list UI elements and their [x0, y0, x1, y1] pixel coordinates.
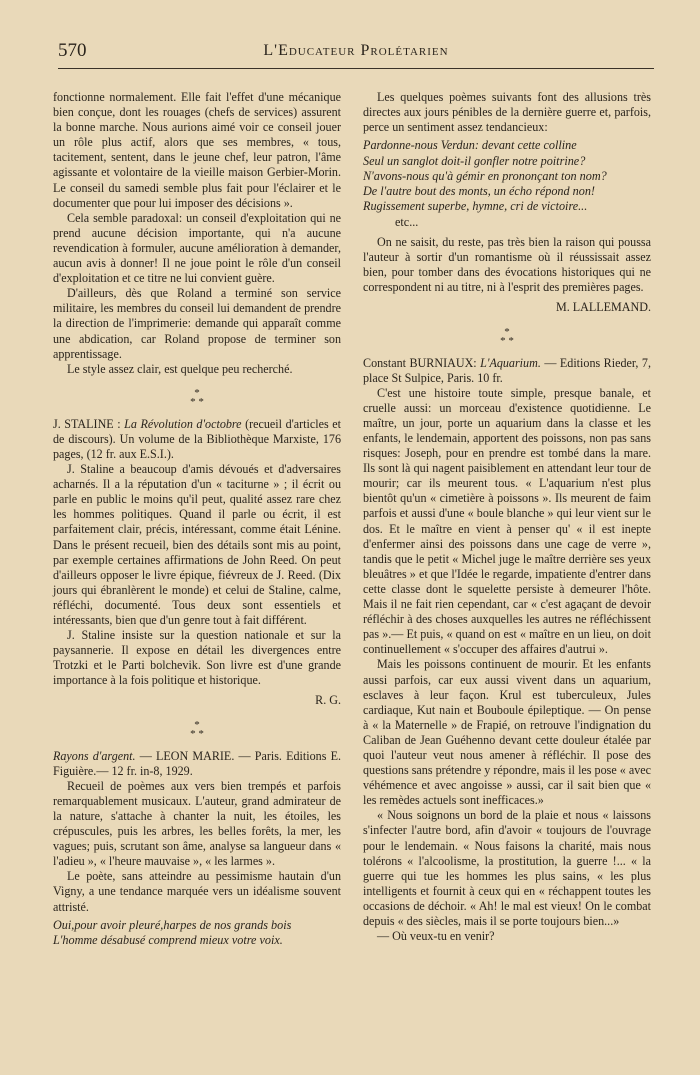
verse-line: Seul un sanglot doit-il gonfler notre poitrine? — [363, 153, 586, 168]
paragraph: Mais les poissons continuent de mourir. Et les enfants aussi parfois, car eux aussi vivent dans un aquarium, esclaves à leur façon. Krul est tuberculeux, Jules cardiaque, Kut nain et Bouboule épileptique. — On pense à « la Maternelle » de Frapié, on retrouve l'indignation du Caliban de Jean Guéhenno devant cette douleur étalée par quoi l'auteur veut nous amener à réfléchir. Il pose des questions sans prétendre y répondre, mais il les pose « avec véhémence et avec angoisse » aussi, car il sait bien que « les remèdes actuels sont inefficaces.» — [363, 657, 651, 808]
paragraph: « Nous soignons un bord de la plaie et nous « laissons s'infecter l'autre bord, afin d'avoir « toujours de l'ouvrage pour le lendemain. « Nous faisons la charité, mais nous tolérons « l'alcoolisme, la prostitution, la guerre !... « la guerre qui tue les hommes les plus sains, « les plus intelligents et fournit à ceux qui en « réchappent toutes les occasions de déchoir. « Ah! le mal est vieux! On le combat depuis « des siècles, mais il se porte toujours bien...» — [363, 808, 651, 928]
review-signature: M. LALLEMAND. — [555, 300, 651, 315]
paragraph: Les quelques poèmes suivants font des allusions très directes aux jours pénibles de la dernière guerre et, parfois, perce un sentiment assez tendancieux: — [363, 90, 651, 135]
review-book-title: Rayons d'argent. — [53, 748, 136, 763]
review-heading-rayons — [53, 749, 341, 779]
page-header — [58, 36, 654, 69]
paragraph: Recueil de poèmes aux vers bien trempés et parfois remarquablement musicaux. L'auteur, grand admirateur de la nature, s'attache à chanter la nuit, les étoiles, les crépuscules, puis les arbres, les belles forêts, la mer, les vagues; puis, scrutant son âme, analyse sa langueur dans « l'adieu », « l'heure mauvaise », « les larmes ». — [53, 778, 341, 869]
review-author: Constant BURNIAUX: — [363, 355, 477, 370]
section-separator: * * * — [190, 386, 204, 408]
left-column — [53, 90, 341, 953]
verse-line: N'avons-nous qu'à gémir en prononçant ton nom? — [363, 168, 607, 183]
review-author: J. STALINE : — [53, 416, 121, 431]
section-separator: * * * — [190, 718, 204, 740]
paragraph: D'ailleurs, dès que Roland a terminé son service militaire, les membres du conseil lui demandent de prendre la direction de l'imprimerie: demande qui apparaît comme une abdication, car Roland propose de terminer son apprentissage. — [53, 286, 341, 361]
paragraph: Cela semble paradoxal: un conseil d'exploitation qui ne prend aucune décision importante, qui n'a aucune revendication à formuler, aucune amélioration à demander, aucun avis à donner! Il ne joue point le rôle d'un conseil d'exploitation et ce titre ne lui convient guère. — [53, 210, 341, 286]
right-column — [363, 90, 651, 944]
verse-line: Pardonne-nous Verdun: devant cette colline — [363, 138, 577, 153]
paragraph: J. Staline insiste sur la question nationale et sur la paysannerie. Il expose en détail les divergences entre Trotzki et le Parti bolchevik. Son livre est d'une grande importance à la fois politique et historique. — [53, 628, 341, 688]
paragraph: fonctionne normalement. Elle fait l'effet d'une mécanique bien conçue, dont les rouages (chefs de services) assurent la bonne marche. Nous aurions aimé voir ce conseil jouer un rôle plus actif, alors que ses membres, « tous, tacitement, sentent, dans le jeune chef, leur patron, l'âme agissante et volontaire de la vieille maison Gerbier-Morin. Le conseil du samedi semble plus fait pour l'éclairer et le documenter que pour lui imposer des décisions ». — [53, 90, 341, 210]
verse-line: De l'autre bout des monts, un écho répond non! — [363, 184, 595, 199]
review-author: — LEON MARIE. — Paris. Editions E. Figuière.— 12 fr. in-8, 1929. — [53, 748, 341, 778]
verse-line: Rugissement superbe, hymne, cri de victoire... — [363, 199, 588, 214]
paragraph: Le style assez clair, est quelque peu recherché. — [67, 361, 293, 376]
review-bibliography: — Editions Rieder, 7, place St Sulpice, Paris. 10 fr. — [363, 355, 651, 385]
section-separator: * * * — [500, 325, 514, 347]
page-number: 570 — [58, 40, 87, 61]
review-bibliography: (recueil d'articles et de discours). Un volume de la Bibliothèque Marxiste, 176 pages, (12 fr. aux E.S.I.). — [53, 416, 341, 461]
paragraph: — Où veux-tu en venir? — [377, 929, 495, 944]
review-signature: R. G. — [315, 693, 341, 708]
review-book-title: L'Aquarium. — [480, 355, 541, 370]
quoted-verse — [53, 918, 341, 949]
paragraph: J. Staline a beaucoup d'amis dévoués et d'adversaires acharnés. Il a la réputation d'un « taciturne » ; il écrit ou parle en public le moins qu'il peut, qualité assez rare chez les hommes politiques. Quand il parle ou écrit, il est parfaitement clair, précis, intéressant, comme était Lénine. Dans le présent recueil, bien des détails sont mis au point, par exemple certaines affirmations de John Reed. On peut d'ailleurs opposer le livre épique, fiévreux de J. Reed. (Dix jours qui ébranlèrent le monde) et celui de Staline, calme, réfléchi, documenté. Tous deux sont essentiels et intéressants, bien que d'un genre tout à fait différent. — [53, 462, 341, 627]
paragraph: On ne saisit, du reste, pas très bien la raison qui poussa l'auteur à sortir d'un romantisme où il réussissait assez bien, pour tomber dans des évocations historiques qui ne correspondent ni au titre, ni à l'esprit des premières pages. — [363, 235, 651, 295]
running-title: L'Educateur Prolétarien — [263, 42, 449, 59]
verse-line: Oui,pour avoir pleuré,harpes de nos grands bois — [53, 917, 292, 932]
quoted-poem — [363, 138, 651, 230]
review-heading-staline — [53, 417, 341, 462]
paragraph: Le poète, sans atteindre au pessimisme hautain d'un Vigny, a une tendance marquée vers un idéalisme souvent attristé. — [53, 869, 341, 914]
verse-line: etc... — [395, 214, 419, 229]
review-heading-aquarium — [363, 356, 651, 386]
verse-line: L'homme désabusé comprend mieux votre voix. — [53, 932, 283, 947]
paragraph: C'est une histoire toute simple, presque banale, et cruelle aussi: un morceau d'existence quotidienne. Le maître, un jour, porte un aquarium dans la classe et les enfants, le lendemain, apportent des poissons, non pas sans risques: Joseph, pour en prendre est tombé dans la mare. Ils sont là qui nagent paisiblement en attendant leur tour de mourir; car ils meurent tous. « L'aquarium n'est plus bientôt qu'un « cimetière à poissons ». Ils meurent de faim parfois et aussi d'une « boule blanche » qui leur vient sur le dos. Et le maître en vient à penser qu' « il est inepte d'enfermer ainsi des poissons dans une cage de verre », tandis que le petit « Michel juge le maître derrière ses yeux bleuâtres » et que l'Idée le regarde, impatiente d'entrer dans cette classe dont le squelette persiste à demeurer l'hôte. Mais il ne fait rien cependant, car « c'est agaçant de devoir réfléchir à des choses auxquelles les autres ne réfléchissent pas ».— Et puis, « quand on est « maître en un lieu, on doit continuellement « s'occuper des affaires d'autrui ». — [363, 385, 651, 657]
review-book-title: La Révolution d'octobre — [124, 416, 242, 431]
